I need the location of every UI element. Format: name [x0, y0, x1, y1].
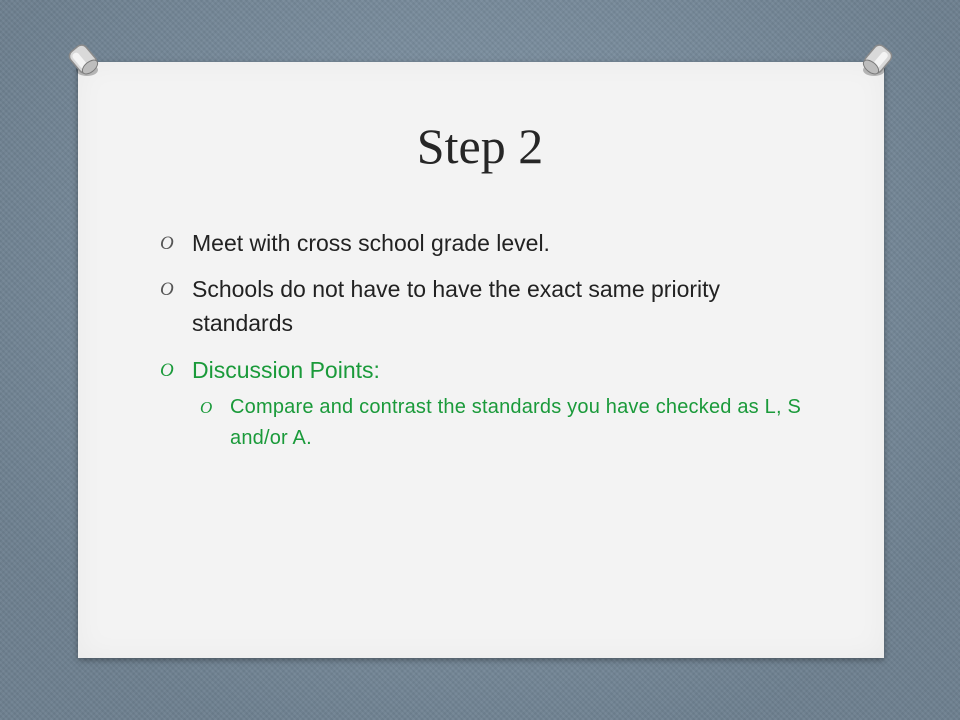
bullet-text: Meet with cross school grade level.: [192, 230, 550, 256]
pushpin-icon: [855, 40, 899, 84]
bullet-marker-icon: O: [160, 279, 174, 300]
bullet-marker-icon: O: [160, 233, 174, 254]
bullet-item-discussion: [160, 353, 810, 387]
pushpin-icon: [62, 40, 106, 84]
bullet-item: [160, 226, 810, 260]
bullet-item: [160, 272, 810, 340]
sub-bullet-item: [200, 392, 810, 454]
bullet-text: Discussion Points:: [192, 357, 380, 383]
bullet-list: [160, 226, 810, 454]
slide-title: Step 2: [416, 118, 544, 174]
bullet-marker-icon: O: [160, 360, 174, 381]
bullet-text: Schools do not have to have the exact same priority standards: [192, 276, 721, 336]
bullet-marker-icon: O: [200, 398, 213, 417]
sub-bullet-text: Compare and contrast the standards you have checked as L, S and/or A.: [230, 396, 802, 449]
